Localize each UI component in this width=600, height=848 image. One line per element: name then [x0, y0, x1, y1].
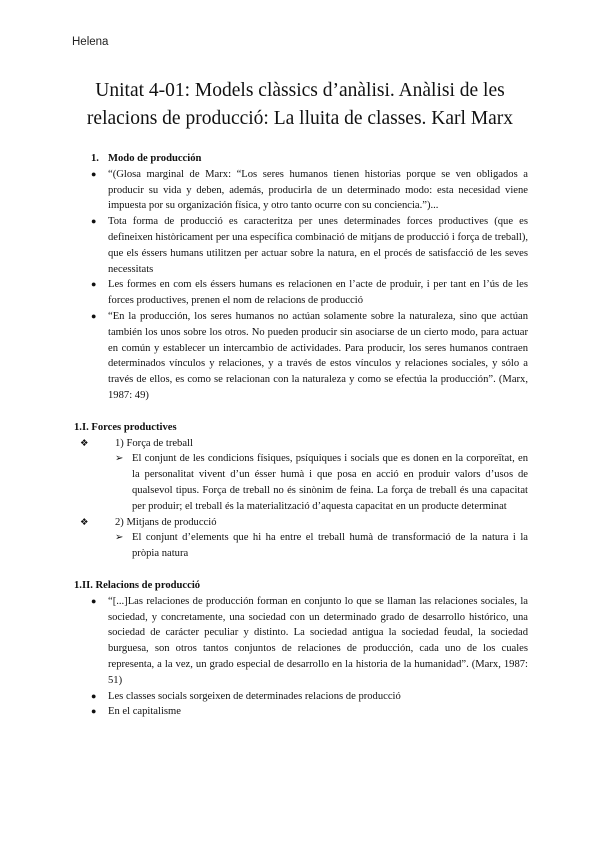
document-title: Unitat 4-01: Models clàssics d’anàlisi. Anàlisi de les relacions de producció: La lluita de classes. Karl Marx — [86, 80, 514, 129]
list-item — [91, 704, 528, 720]
section-number: 1. — [91, 153, 99, 164]
diamond-bullet-icon: ❖ — [80, 516, 89, 528]
document-body — [74, 151, 528, 720]
list-item — [91, 167, 528, 214]
section2-list — [80, 436, 528, 562]
bullet-icon: ● — [91, 168, 97, 179]
bullet-icon: ● — [91, 690, 97, 701]
sub-list-item — [115, 530, 528, 562]
section1-bullet-list — [91, 167, 528, 404]
diamond-bullet-icon: ❖ — [80, 437, 89, 449]
sub-list-item-text: El conjunt d’elements que hi ha entre el treball humà de transformació de la natura i la pròpia natura — [132, 532, 528, 560]
section-heading-forces-productives: 1.I. Forces productives — [74, 421, 177, 433]
list-item-text: En el capitalisme — [108, 706, 181, 718]
list-item-text: “(Glosa marginal de Marx: “Los seres humanos tienen historias porque se ven obligados a producir su vida y deben, además, producirla de un determinado modo: esta necesidad viene impuesta por su organización física, y otro tanto ocurre con su conciencia.”)... — [108, 168, 528, 212]
section3-bullet-list — [91, 594, 528, 720]
list-item — [91, 594, 528, 689]
list-item — [80, 436, 528, 452]
author-name: Helena — [72, 36, 109, 48]
section-heading-modo-de-produccion — [91, 151, 528, 167]
sub-list-item — [115, 451, 528, 514]
section-title: Modo de producción — [108, 153, 202, 164]
arrow-bullet-icon: ➢ — [115, 532, 124, 544]
bullet-icon: ● — [91, 216, 97, 227]
list-item-text: 1) Força de treball — [115, 437, 193, 449]
list-item-text: “[...]Las relaciones de producción forman en conjunto lo que se llaman las relaciones sociales, la sociedad, y concretamente, una sociedad con un determinado grado de desarrollo histórico, una sociedad de carácter peculiar y distinto. La sociedad antigua la sociedad feudal, la sociedad burguesa, son otros tantos conjuntos de relaciones de producción, cada uno de los cuales representa, a la vez, un grado especial de desarrollo en la historia de la humanidad”. (Marx, 1987: 51) — [108, 595, 528, 686]
list-item — [91, 689, 528, 705]
list-item — [91, 214, 528, 277]
list-item-text: 2) Mitjans de producció — [115, 516, 217, 528]
list-item-text: Les classes socials sorgeixen de determinades relacions de producció — [108, 690, 401, 702]
bullet-icon: ● — [91, 310, 97, 321]
list-item — [80, 515, 528, 531]
list-item-text: Les formes en com els éssers humans es relacionen en l’acte de produir, i per tant en l’ús de les forces productives, prenen el nom de relacions de producció — [108, 279, 528, 307]
list-item-text: Tota forma de producció es caracteritza per unes determinades forces productives (que es defineixen històricament per una específica combinació de mitjans de producció i força de treball), que els éssers humans utilitzen per actuar sobre la natura, en el procés de satisfacció de les seves necessitats — [108, 216, 528, 275]
bullet-icon: ● — [91, 279, 97, 290]
bullet-icon: ● — [91, 595, 97, 606]
sub-list-item-text: El conjunt de les condicions físiques, psíquiques i socials que es donen en la corporeïtat, en la personalitat vivent d’un ésser humà i que posa en acció en produir valors d’usos de qualsevol tipus. Força de treball no és sinònim de feina. La força de treball és una capacitat per produir; el treball és la materialització d’aquesta capacitat en un producte determinat — [132, 453, 528, 512]
bullet-icon: ● — [91, 706, 97, 717]
list-item-text: “En la producción, los seres humanos no actúan solamente sobre la naturaleza, sino que actúan también los unos sobre los otros. No pueden producir sin asociarse de un cierto modo, para actuar en común y establecer un intercambio de actividades. Para producir, los seres humanos contraen determinados vínculos y relaciones, y a través de estos vínculos y relaciones sociales, y sólo a través de ellos, es como se relacionan con la naturaleza y como se efectúa la producción”. (Marx, 1987: 49) — [108, 310, 528, 401]
list-item — [91, 309, 528, 404]
arrow-bullet-icon: ➢ — [115, 453, 124, 465]
section-heading-relacions-de-produccio: 1.II. Relacions de producció — [74, 579, 201, 591]
list-item — [91, 277, 528, 309]
